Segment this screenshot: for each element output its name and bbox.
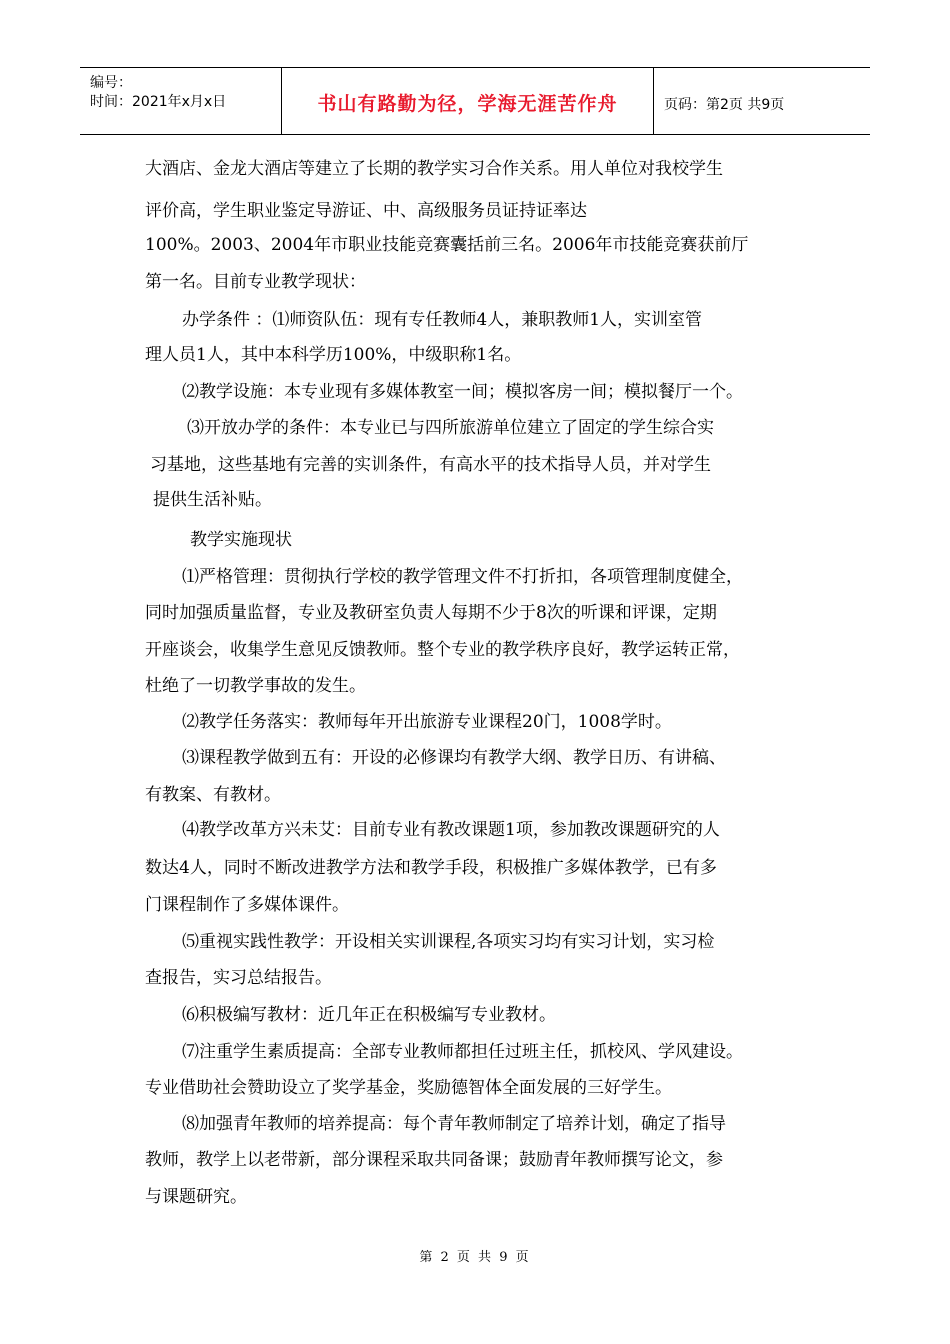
body-line: ⑵教学任务落实：教师每年开出旅游专业课程20门，1008学时。	[182, 712, 672, 732]
body-line: ⑷教学改革方兴未艾：目前专业有教改课题1项，参加教改课题研究的人	[182, 820, 720, 840]
body-line: 大酒店、金龙大酒店等建立了长期的教学实习合作关系。用人单位对我校学生	[145, 159, 723, 179]
body-line: ⑴严格管理：贯彻执行学校的教学管理文件不打折扣，各项管理制度健全，	[182, 567, 743, 587]
body-line: ⑶开放办学的条件：本专业已与四所旅游单位建立了固定的学生综合实	[187, 418, 714, 438]
date-label: 时间：2021年x月x日	[90, 94, 227, 110]
body-line: 办学条件 ：⑴师资队伍：现有专任教师4人，兼职教师1人，实训室管	[182, 310, 703, 330]
body-line: ⑸重视实践性教学：开设相关实训课程,各项实习均有实习计划，实习检	[182, 932, 715, 952]
header-motto-cell	[282, 68, 654, 134]
page-header	[80, 67, 870, 135]
header-left-cell	[80, 68, 282, 134]
body-line: 评价高，学生职业鉴定导游证、中、高级服务员证持证率达	[145, 201, 587, 221]
body-line: 开座谈会，收集学生意见反馈教师。整个专业的教学秩序良好，教学运转正常，	[145, 640, 740, 660]
body-line: 提供生活补贴。	[153, 490, 272, 510]
body-line: 习基地，这些基地有完善的实训条件，有高水平的技术指导人员，并对学生	[150, 455, 711, 475]
body-line: 门课程制作了多媒体课件。	[145, 895, 349, 915]
motto-text: 书山有路勤为径，学海无涯苦作舟	[317, 93, 618, 115]
body-line: 杜绝了一切教学事故的发生。	[145, 676, 366, 696]
body-line: 100%。2003、2004年市职业技能竞赛囊括前三名。2006年市技能竞赛获前厅	[145, 235, 749, 255]
body-line: ⑺注重学生素质提高：全部专业教师都担任过班主任，抓校风、学风建设。	[182, 1042, 743, 1062]
header-right-cell	[654, 68, 870, 134]
body-line: 理人员1人，其中本科学历100%，中级职称1名。	[145, 345, 522, 365]
body-line: ⑹积极编写教材：近几年正在积极编写专业教材。	[182, 1005, 556, 1025]
body-line: 与课题研究。	[145, 1187, 247, 1207]
body-line: 教学实施现状	[190, 530, 292, 550]
body-line: 同时加强质量监督，专业及教研室负责人每期不少于8次的听课和评课，定期	[145, 603, 717, 623]
body-line: ⑵教学设施：本专业现有多媒体教室一间；模拟客房一间；模拟餐厅一个。	[182, 382, 743, 402]
body-line: 第一名。目前专业教学现状：	[145, 272, 366, 292]
serial-label: 编号：	[90, 75, 132, 91]
body-line: 查报告，实习总结报告。	[145, 968, 332, 988]
page-footer: 第 2 页 共 9 页	[419, 1250, 531, 1265]
page-info: 页码：第2页 共9页	[664, 97, 785, 113]
body-line: 专业借助社会赞助设立了奖学基金，奖励德智体全面发展的三好学生。	[145, 1078, 672, 1098]
body-line: ⑶课程教学做到五有：开设的必修课均有教学大纲、教学日历、有讲稿、	[182, 748, 726, 768]
body-line: 有教案、有教材。	[145, 785, 281, 805]
body-line: 数达4人，同时不断改进教学方法和教学手段，积极推广多媒体教学，已有多	[145, 858, 717, 878]
body-line: 教师，教学上以老带新，部分课程采取共同备课；鼓励青年教师撰写论文，参	[145, 1150, 723, 1170]
body-line: ⑻加强青年教师的培养提高：每个青年教师制定了培养计划，确定了指导	[182, 1114, 726, 1134]
